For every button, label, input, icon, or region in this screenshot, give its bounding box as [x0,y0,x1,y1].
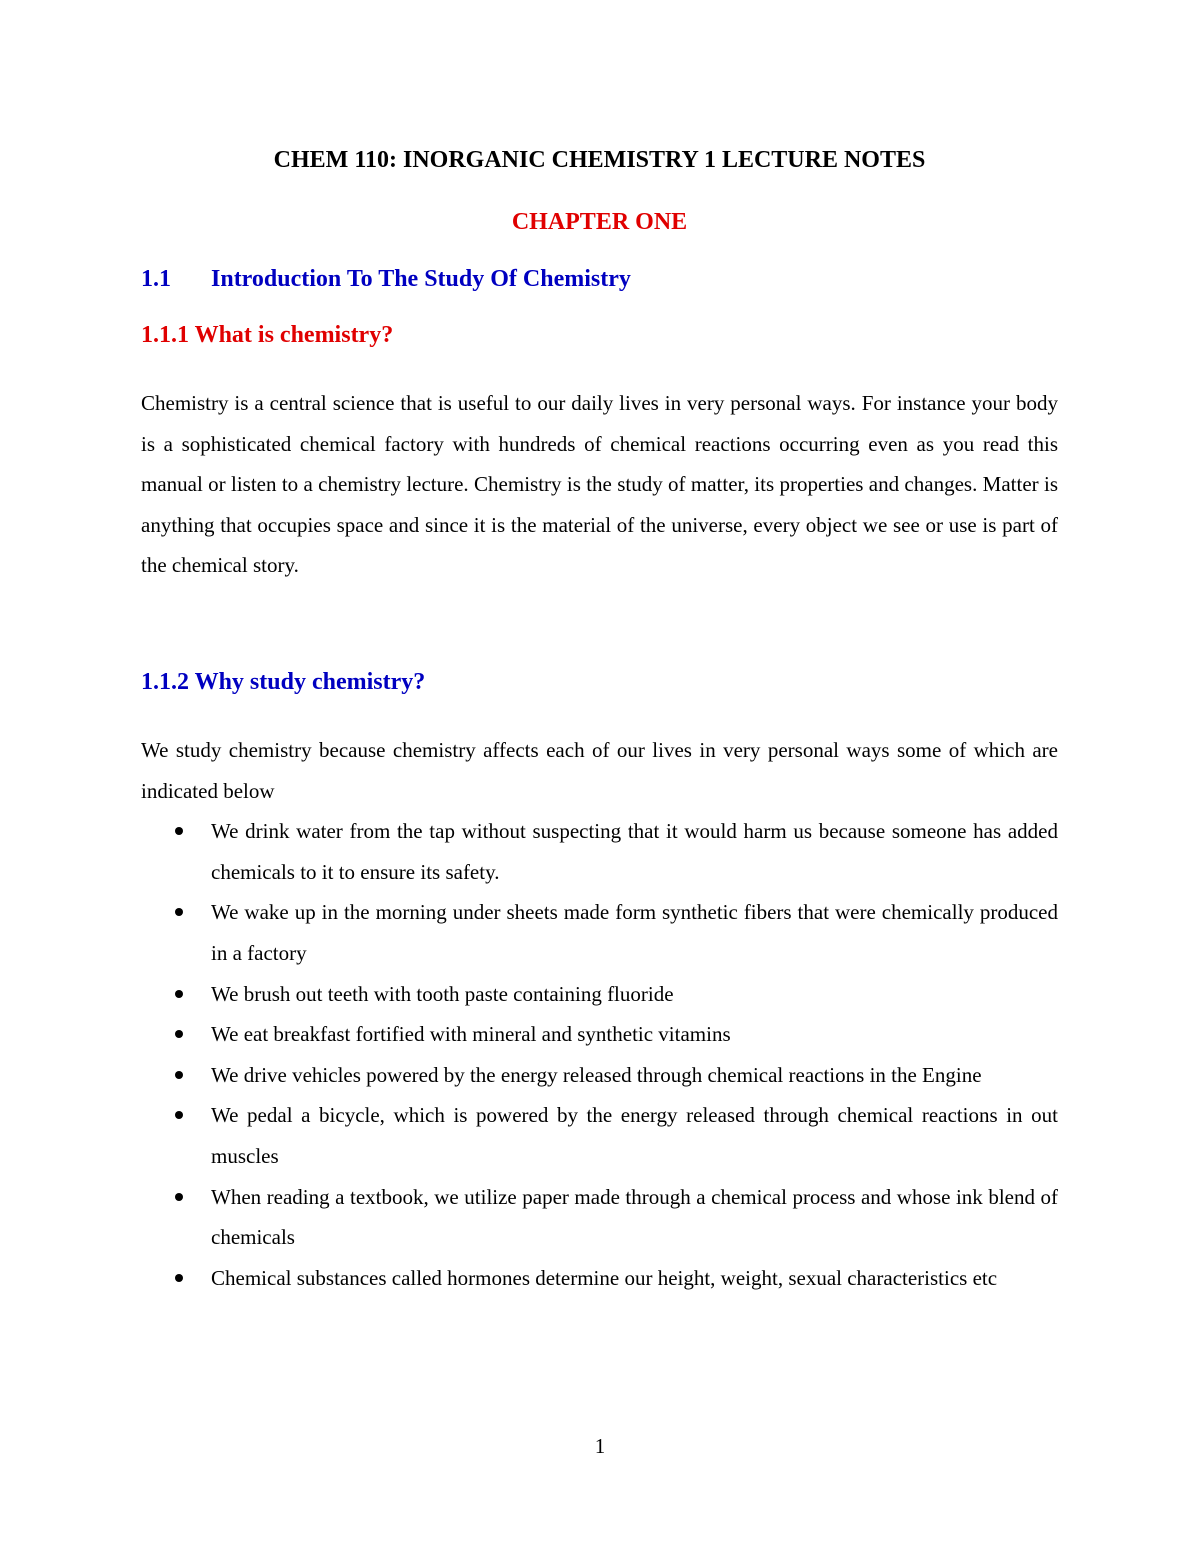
bullet-icon [175,1071,183,1079]
bullet-icon [175,1111,183,1119]
list-item [141,1055,1058,1096]
paragraph-what-is-chemistry: Chemistry is a central science that is useful to our daily lives in very personal ways. For instance your body is a sophisticated chemical factory with hundreds of chemical reactions occurring even as you read this manual or listen to a chemistry lecture. Chemistry is the study of matter, its properties and changes. Matter is anything that occupies space and since it is the material of the universe, every object we see or use is part of the chemical story. [141,391,1058,578]
bullet-list [141,811,1058,1298]
list-item [141,811,1058,892]
list-item-text: Chemical substances called hormones determine our height, weight, sexual characteristics etc [211,1265,998,1290]
bullet-icon [175,908,183,916]
bullet-icon [175,1274,183,1282]
bullet-icon [175,827,183,835]
list-item [141,892,1058,973]
subsection-heading-what-is-chemistry: 1.1.1 What is chemistry? [141,322,394,348]
list-item-text: We wake up in the morning under sheets made form synthetic fibers that were chemically produced in a factory [211,900,1058,965]
bullet-icon [175,1193,183,1201]
list-item [141,974,1058,1015]
chapter-heading: CHAPTER ONE [511,209,688,235]
list-item-text: We eat breakfast fortified with mineral and synthetic vitamins [211,1022,731,1047]
subsection-heading-why-study-chemistry: 1.1.2 Why study chemistry? [141,668,426,695]
paragraph-why-study-intro: We study chemistry because chemistry affects each of our lives in very personal ways some of which are indicated below [141,737,1058,803]
page-number: 1 [594,1434,606,1458]
page-content [141,140,1058,1298]
list-item-text: We drink water from the tap without suspecting that it would harm us because someone has added chemicals to it to ensure its safety. [211,819,1058,884]
document-title: CHEM 110: INORGANIC CHEMISTRY 1 LECTURE NOTES [273,147,926,173]
list-item-text: We pedal a bicycle, which is powered by the energy released through chemical reactions in out muscles [211,1103,1058,1168]
list-item [141,1095,1058,1176]
list-item [141,1177,1058,1258]
list-item-text: We brush out teeth with tooth paste containing fluoride [211,981,674,1006]
list-item-text: We drive vehicles powered by the energy released through chemical reactions in the Engine [211,1062,982,1087]
section-title: Introduction To The Study Of Chemistry [211,266,631,292]
list-item-text: When reading a textbook, we utilize paper made through a chemical process and whose ink blend of chemicals [211,1184,1058,1250]
section-heading [141,259,1058,299]
list-item [141,1258,1058,1299]
bullet-icon [175,1030,183,1038]
list-item [141,1014,1058,1055]
section-number: 1.1 [141,266,171,292]
bullet-icon [175,990,183,998]
